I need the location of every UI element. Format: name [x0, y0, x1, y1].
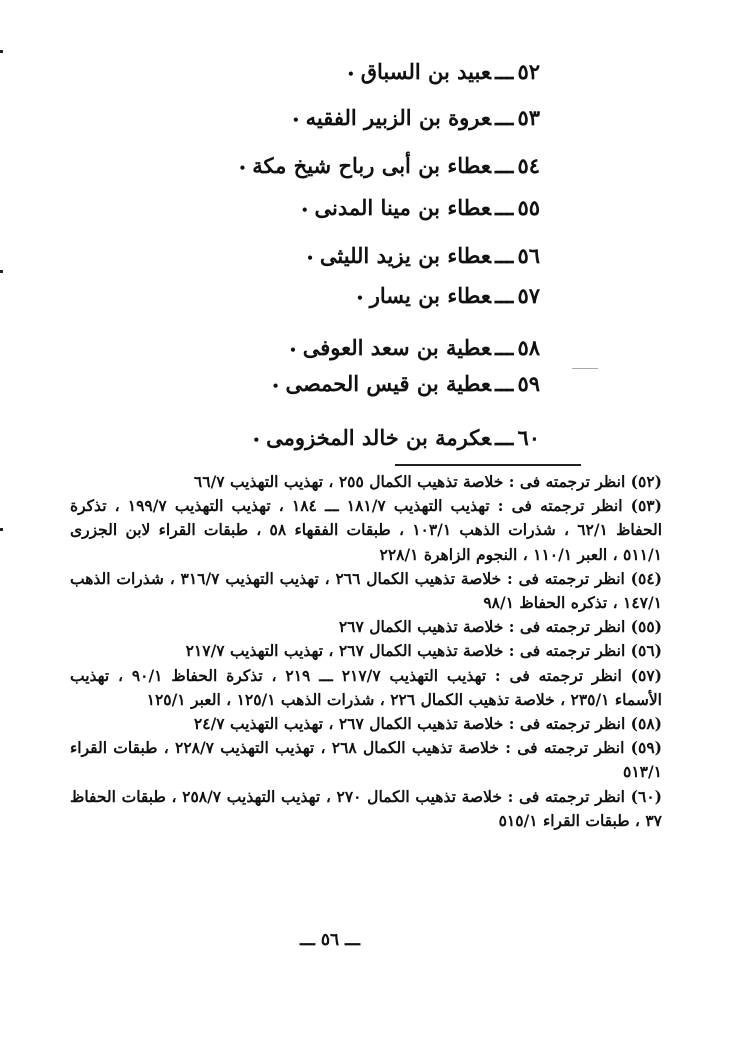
entry-number: ٥٣ [517, 105, 540, 130]
entry-bullet: • [292, 112, 300, 127]
footnote-55: (٥٥) انظر ترجمته فى : خلاصة تذهيب الكمال ٢٦٧ [338, 617, 662, 637]
entry-number: ٥٩ [517, 371, 540, 396]
footnote-separator [395, 464, 581, 466]
entry-bullet: • [300, 202, 309, 217]
entry-54 [239, 152, 540, 182]
entry-53 [292, 104, 540, 134]
scan-mark [0, 270, 3, 273]
entry-56 [306, 242, 540, 272]
entry-dash: ـــ [494, 425, 514, 450]
footnote-56: (٥٦) انظر ترجمته فى : خلاصة تذهيب الكمال ٢٦٧ ، تهذيب التهذيب ٢١٧/٧ [185, 641, 662, 661]
footnote-52: (٥٢) انظر ترجمته فى : خلاصة تذهيب الكمال ٢٥٥ ، تهذيب التهذيب ٦٦/٧ [193, 472, 662, 491]
entry-name: عطية بن سعد العوفى [302, 335, 491, 360]
footnote-54: (٥٤) انظر ترجمته فى : خلاصة تذهيب الكمال ٢٦٦ ، تهذيب التهذيب ٣١٦/٧ ، شذرات الذهب ١٤٧/١ ، تذكره الحفاظ ٩٨/١ [70, 568, 662, 613]
entry-number: ٥٦ [517, 243, 540, 268]
entry-dash: ـــ [494, 153, 514, 178]
entry-dash: ـــ [494, 335, 514, 360]
entry-dash: ـــ [494, 105, 514, 130]
entry-52 [347, 58, 540, 88]
entry-name: عطية بن قيس الحمصى [285, 371, 491, 396]
entry-59 [272, 370, 540, 400]
entry-bullet: • [356, 290, 364, 305]
footnote-53: (٥٣) انظر ترجمته فى : تهذيب التهذيب ١٨١/٧ ـــ ١٨٤ ، تهذيب التهذيب ١٩٩/٧ ، تذكرة الحفاظ ٦٢/١ ، شذرات الذهب ١٠٣/١ ، طبقات الفقهاء ٥٨ ، طبقات القراء لابن الجزرى ٥١١/١ ، العبر ١١٠/١ ، النجوم الزاهرة ٢٢٨/١ [70, 496, 663, 564]
entry-57 [356, 282, 540, 312]
entry-name: عبيد بن السباق [360, 59, 491, 84]
entry-bullet: • [238, 160, 247, 175]
entry-dash: ـــ [494, 59, 514, 84]
entry-name: عكرمة بن خالد المخزومى [266, 425, 491, 450]
scan-mark [572, 368, 598, 369]
entry-name: عطاء بن أبى رباح شيخ مكة [252, 153, 491, 178]
footnote-57: (٥٧) انظر ترجمته فى : تهذيب التهذيب ٢١٧/٧ ـــ ٢١٩ ، تذكرة الحفاظ ٩٠/١ ، تهذيب الأسماء ٢٣٥/١ ، خلاصة تذهيب الكمال ٢٢٦ ، شذرات الذهب ١٢٥/١ ، العبر ١٢٥/١ [70, 665, 662, 709]
page-number: ـــ ٥٦ ـــ [299, 930, 360, 950]
entry-58 [289, 334, 540, 364]
footnote-58: (٥٨) انظر ترجمته فى : خلاصة تذهيب الكمال ٢٦٧ ، تهذيب التهذيب ٢٤/٧ [193, 714, 662, 734]
entry-dash: ـــ [494, 195, 514, 220]
footnote-59: (٥٩) انظر ترجمته فى : خلاصة تذهيب الكمال ٢٦٨ ، تهذيب التهذيب ٢٢٨/٧ ، طبقات القراء ٥١٣/١ [70, 738, 662, 782]
entry-bullet: • [306, 250, 314, 265]
entry-bullet: • [289, 342, 297, 357]
footnote-60: (٦٠) انظر ترجمته فى : خلاصة تذهيب الكمال ٢٧٠ ، تهذيب التهذيب ٢٥٨/٧ ، طبقات الحفاظ ٣٧ ، طبقات القراء ٥١٥/١ [70, 786, 662, 830]
entry-name: عطاء بن يزيد الليثى [319, 243, 491, 268]
entry-name: عطاء بن مينا المدنى [314, 195, 491, 220]
entry-name: عطاء بن يسار [369, 283, 491, 308]
entry-number: ٥٧ [517, 283, 540, 308]
entry-number: ٥٥ [517, 195, 540, 220]
entry-dash: ـــ [494, 371, 514, 396]
scan-mark [0, 528, 3, 531]
entry-dash: ـــ [494, 243, 514, 268]
entry-bullet: • [347, 66, 355, 81]
entry-number: ٦٠ [517, 425, 540, 450]
entry-number: ٥٨ [517, 335, 540, 360]
entry-60 [253, 424, 541, 454]
entry-bullet: • [271, 378, 280, 393]
entry-dash: ـــ [494, 283, 514, 308]
scan-mark [0, 50, 3, 53]
entry-name: عروة بن الزبير الفقيه [305, 105, 491, 130]
entry-number: ٥٢ [517, 59, 540, 84]
entry-number: ٥٤ [517, 153, 540, 178]
entry-bullet: • [252, 432, 261, 447]
entry-55 [301, 194, 540, 224]
footnotes [70, 470, 662, 833]
